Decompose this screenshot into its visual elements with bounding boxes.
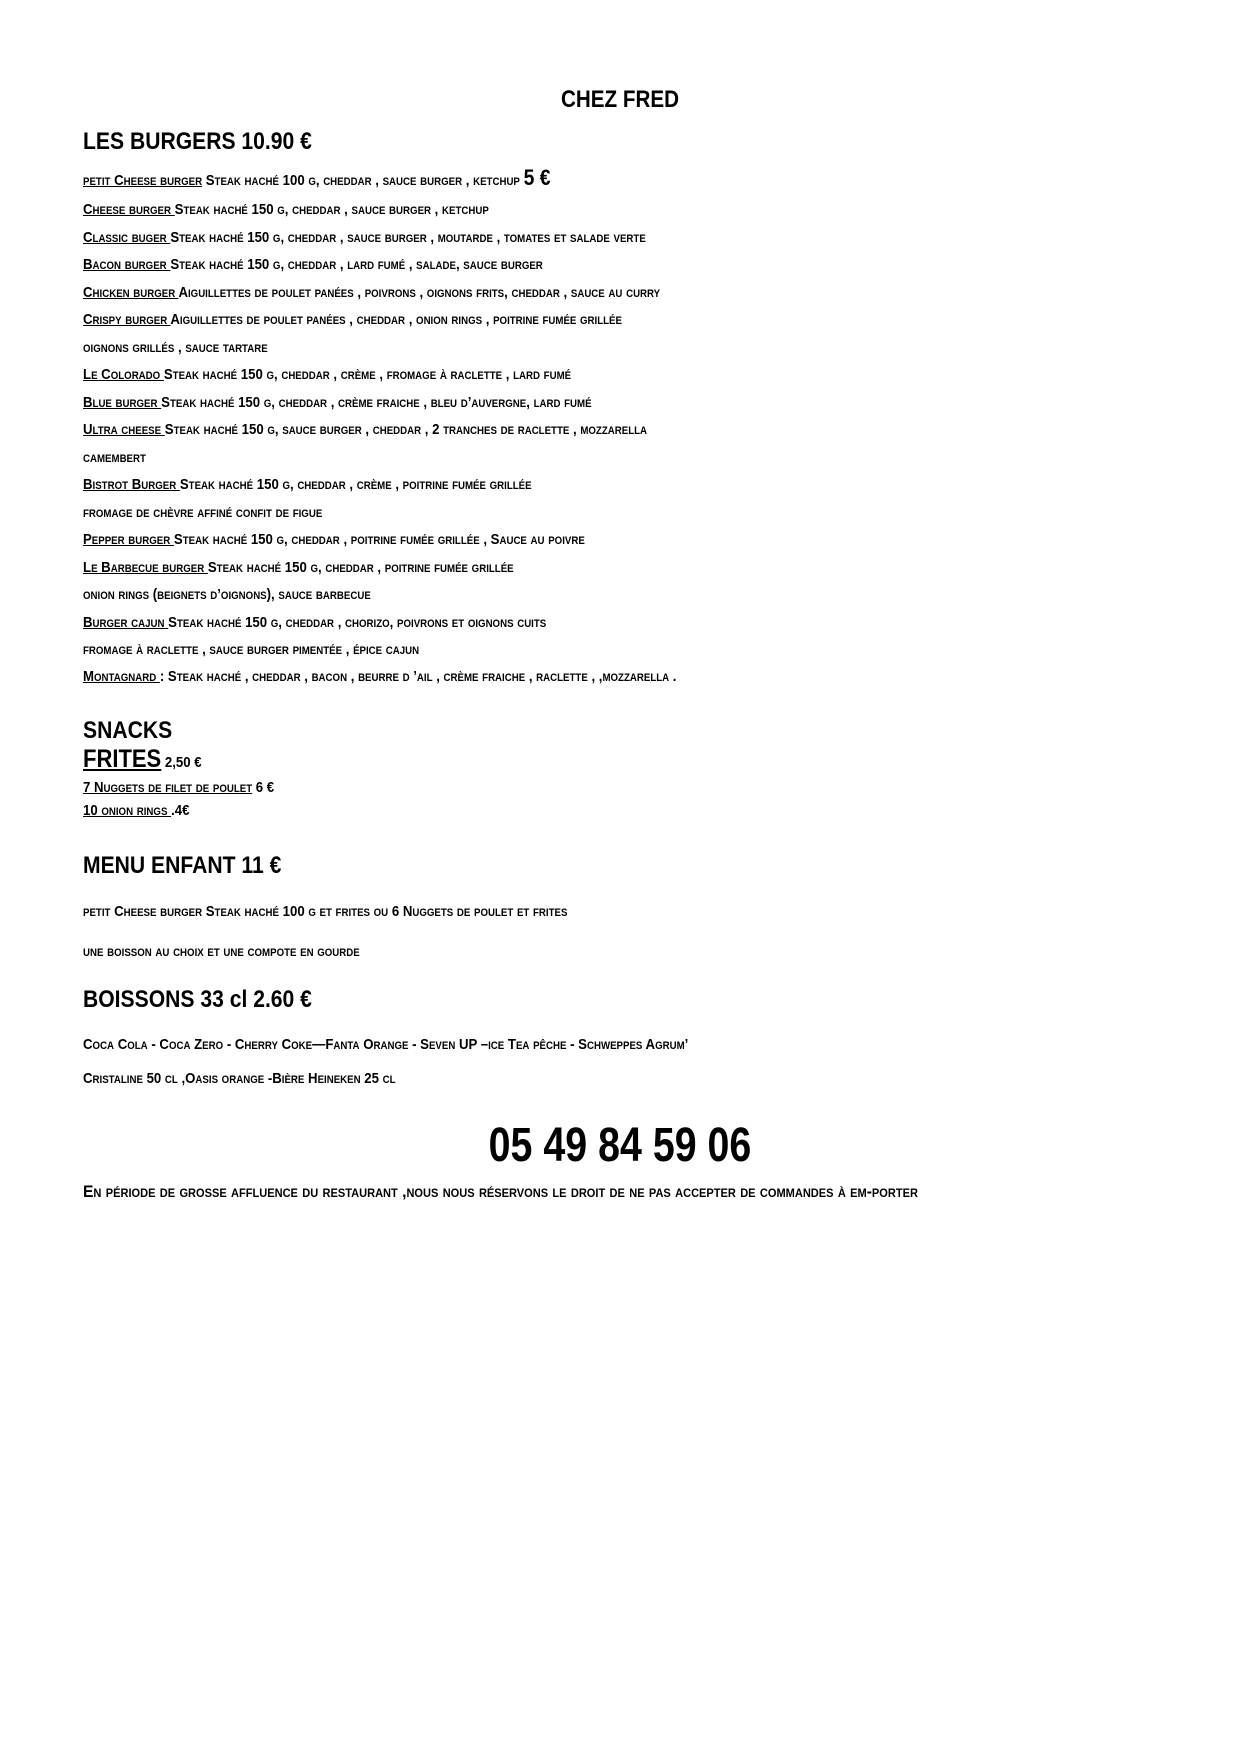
burger-line — [83, 421, 647, 438]
burger-description: Steak haché 150 g, cheddar , sauce burger , moutarde , tomates et salade verte — [170, 229, 646, 246]
burger-name: Pepper burger — [83, 531, 174, 548]
burger-description: Steak haché 150 g, cheddar , chorizo, poivrons et oignons cuits — [168, 614, 547, 631]
burger-description: Steak haché 150 g, cheddar , poitrine fumée grillée — [207, 559, 514, 576]
burger-name: Le Barbecue burger — [83, 559, 208, 576]
onion-rings-price: .4€ — [171, 802, 190, 819]
burger-description: camembert — [83, 449, 146, 466]
burger-name: Cheese burger — [83, 201, 175, 218]
burger-description: Steak haché 150 g, cheddar , crème , poitrine fumée grillée — [179, 476, 532, 493]
burger-name: petit Cheese burger — [83, 172, 203, 189]
burger-name: Le Colorado — [83, 366, 164, 383]
burger-line — [83, 229, 646, 246]
menu-enfant-line-2: une boisson au choix et une compote en gourde — [83, 943, 360, 960]
affluence-notice: En période de grosse affluence du restaurant ,nous nous réservons le droit de ne pas accepter de commandes à em-porter — [83, 1182, 918, 1201]
burger-line — [83, 394, 592, 411]
burger-description: Steak haché 150 g, cheddar , sauce burger , ketchup — [174, 201, 489, 218]
burger-line — [83, 201, 489, 218]
onion-rings-item — [83, 802, 189, 819]
burger-line — [83, 504, 322, 521]
burger-description: Aiguillettes de poulet panées , poivrons , oignons frits, cheddar , sauce au curry — [178, 284, 661, 301]
burger-name: Ultra cheese — [83, 421, 165, 438]
phone-number: 05 49 84 59 06 — [488, 1119, 752, 1172]
menu-enfant-heading: MENU ENFANT 11 € — [83, 852, 282, 879]
burger-name: Montagnard — [83, 668, 160, 685]
burger-description: Steak haché 150 g, cheddar , lard fumé , salade, sauce burger — [170, 256, 543, 273]
burger-description: : Steak haché , cheddar , bacon , beurre d ’ail , crème fraiche , raclette , ,mozzarella . — [159, 668, 677, 685]
snacks-heading: SNACKS — [83, 717, 173, 744]
boissons-line-2: Cristaline 50 cl ,Oasis orange -Bière Heineken 25 cl — [83, 1070, 396, 1087]
frites-price: 2,50 € — [164, 754, 202, 771]
burger-line — [83, 339, 268, 356]
burger-name: Classic buger — [83, 229, 171, 246]
nuggets-label: 7 Nuggets de filet de poulet — [83, 779, 253, 796]
boissons-heading: BOISSONS 33 cl 2.60 € — [83, 986, 312, 1013]
burger-line — [83, 311, 622, 328]
burger-name: Blue burger — [83, 394, 162, 411]
burger-name: Bistrot Burger — [83, 476, 180, 493]
frites-label: FRITES — [83, 745, 162, 773]
burger-description: Steak haché 150 g, cheddar , crème , fromage à raclette , lard fumé — [163, 366, 572, 383]
burgers-heading: LES BURGERS 10.90 € — [83, 128, 312, 155]
burger-price: 5 € — [523, 165, 551, 190]
burger-description: oignons grillés , sauce tartare — [83, 339, 268, 356]
burger-line — [83, 165, 550, 191]
burger-line — [83, 284, 660, 301]
burger-line — [83, 449, 146, 466]
burger-description: fromage de chèvre affiné confit de figue — [83, 504, 323, 521]
burger-line — [83, 641, 419, 658]
burger-line — [83, 586, 371, 603]
burger-line — [83, 366, 571, 383]
burger-description: Aiguillettes de poulet panées , cheddar , onion rings , poitrine fumée grillée — [170, 311, 622, 328]
burger-description: Steak haché 100 g, cheddar , sauce burger , ketchup — [202, 172, 524, 189]
menu-enfant-line-1: petit Cheese burger Steak haché 100 g et frites ou 6 Nuggets de poulet et frites — [83, 903, 568, 920]
burger-name: Burger cajun — [83, 614, 169, 631]
burger-name: Chicken burger — [83, 284, 179, 301]
burger-line — [83, 476, 532, 493]
boissons-line-1: Coca Cola - Coca Zero - Cherry Coke—Fanta Orange - Seven UP –ice Tea pêche - Schweppes Agrum’ — [83, 1036, 689, 1053]
frites-item — [83, 745, 202, 774]
burger-description: Steak haché 150 g, sauce burger , cheddar , 2 tranches de raclette , mozzarella — [164, 421, 648, 438]
burger-description: fromage à raclette , sauce burger pimentée , épice cajun — [83, 641, 420, 658]
burger-description: onion rings (beignets d’oignons), sauce barbecue — [83, 586, 371, 603]
burger-line — [83, 256, 543, 273]
nuggets-price: 6 € — [252, 779, 275, 796]
burger-line — [83, 559, 514, 576]
burger-description: Steak haché 150 g, cheddar , crème fraiche , bleu d’auvergne, lard fumé — [161, 394, 592, 411]
onion-rings-label: 10 onion rings — [83, 802, 172, 819]
burger-line — [83, 531, 585, 548]
restaurant-title: CHEZ FRED — [560, 86, 680, 113]
burger-line — [83, 614, 546, 631]
burger-description: Steak haché 150 g, cheddar , poitrine fumée grillée , Sauce au poivre — [173, 531, 585, 548]
burger-line — [83, 668, 676, 685]
nuggets-item — [83, 779, 274, 796]
burger-name: Crispy burger — [83, 311, 171, 328]
burger-name: Bacon burger — [83, 256, 171, 273]
